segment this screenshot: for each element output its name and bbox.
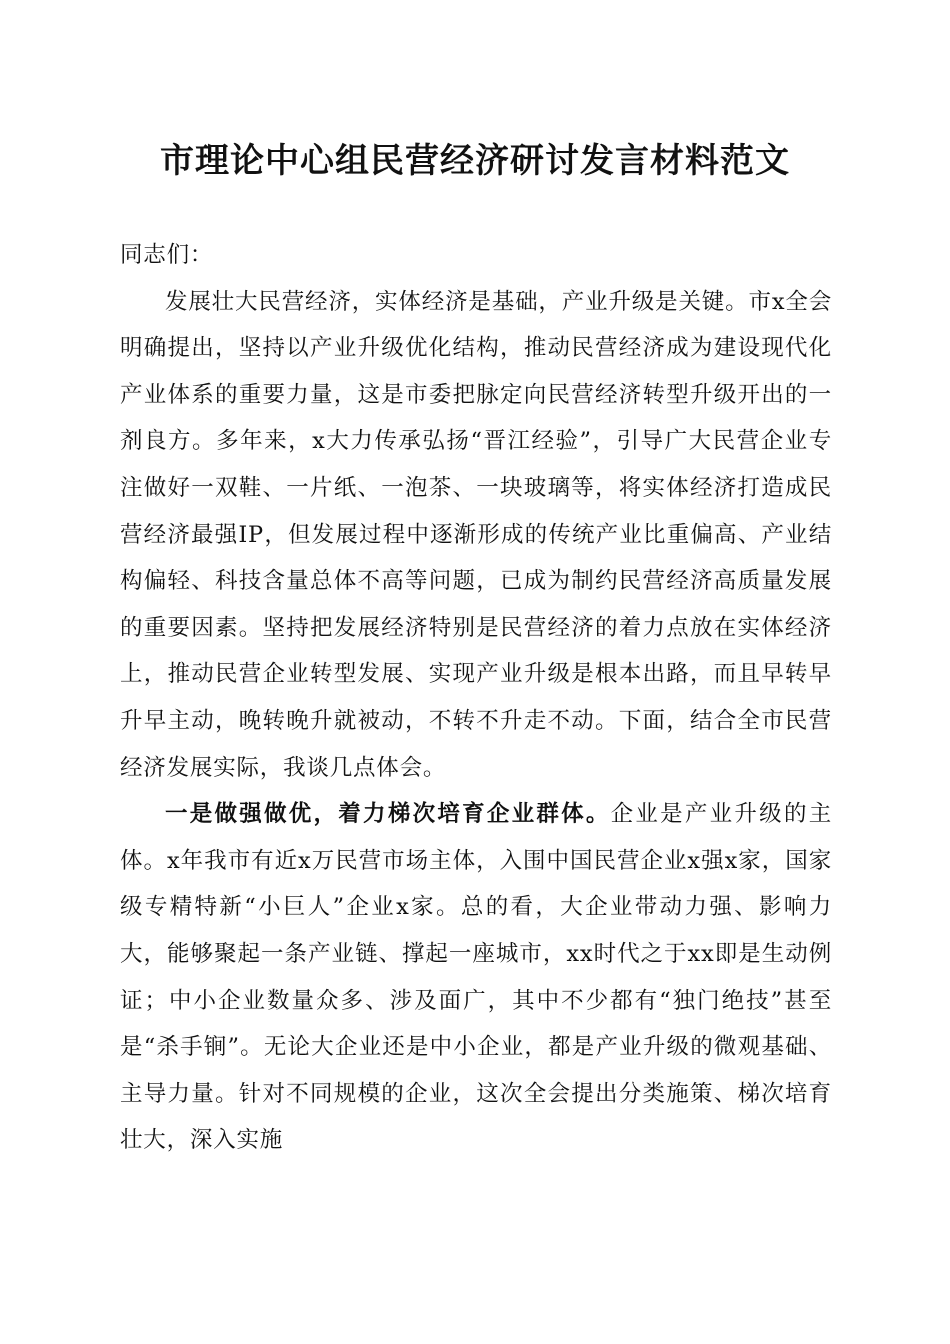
paragraph-introduction-text: 发展壮大民营经济，实体经济是基础，产业升级是关键。市x全会明确提出，坚持以产业升级优化结构，推动民营经济成为建设现代化产业体系的重要力量，这是市委把脉定向民营经济转型升级开出的一剂良方。多年来，x大力传承弘扬“晋江经验”，引导广大民营企业专注做好一双鞋、一片纸、一泡茶、一块玻璃等，将实体经济打造成民营经济最强IP，但发展过程中逐渐形成的传统产业比重偏高、产业结构偏轻、科技含量总体不高等问题，已成为制约民营经济高质量发展的重要因素。坚持把发展经济特别是民营经济的着力点放在实体经济上，推动民营企业转型发展、实现产业升级是根本出路，而且早转早升早主动，晚转晚升就被动，不转不升走不动。下面，结合全市民营经济发展实际，我谈几点体会。 [120,288,832,781]
point-one-text: 企业是产业升级的主体。x年我市有近x万民营市场主体，入围中国民营企业x强x家，国家级专精特新“小巨人”企业x家。总的看，大企业带动力强、影响力大，能够聚起一条产业链、撑起一座城市，xx时代之于xx即是生动例证；中小企业数量众多、涉及面广，其中不少都有“独门绝技”甚至是“杀手锏”。无论大企业还是中小企业，都是产业升级的微观基础、主导力量。针对不同规模的企业，这次全会提出分类施策、梯次培育壮大，深入实施 [120,801,832,1154]
salutation: 同志们： [120,242,214,268]
document-title: 市理论中心组民营经济研讨发言材料范文 [160,141,790,181]
paragraph-introduction [120,279,832,792]
document-body [120,232,832,1164]
point-one-heading: 一是做强做优，着力梯次培育企业群体。 [165,801,611,828]
paragraph-point-one [120,791,832,1164]
